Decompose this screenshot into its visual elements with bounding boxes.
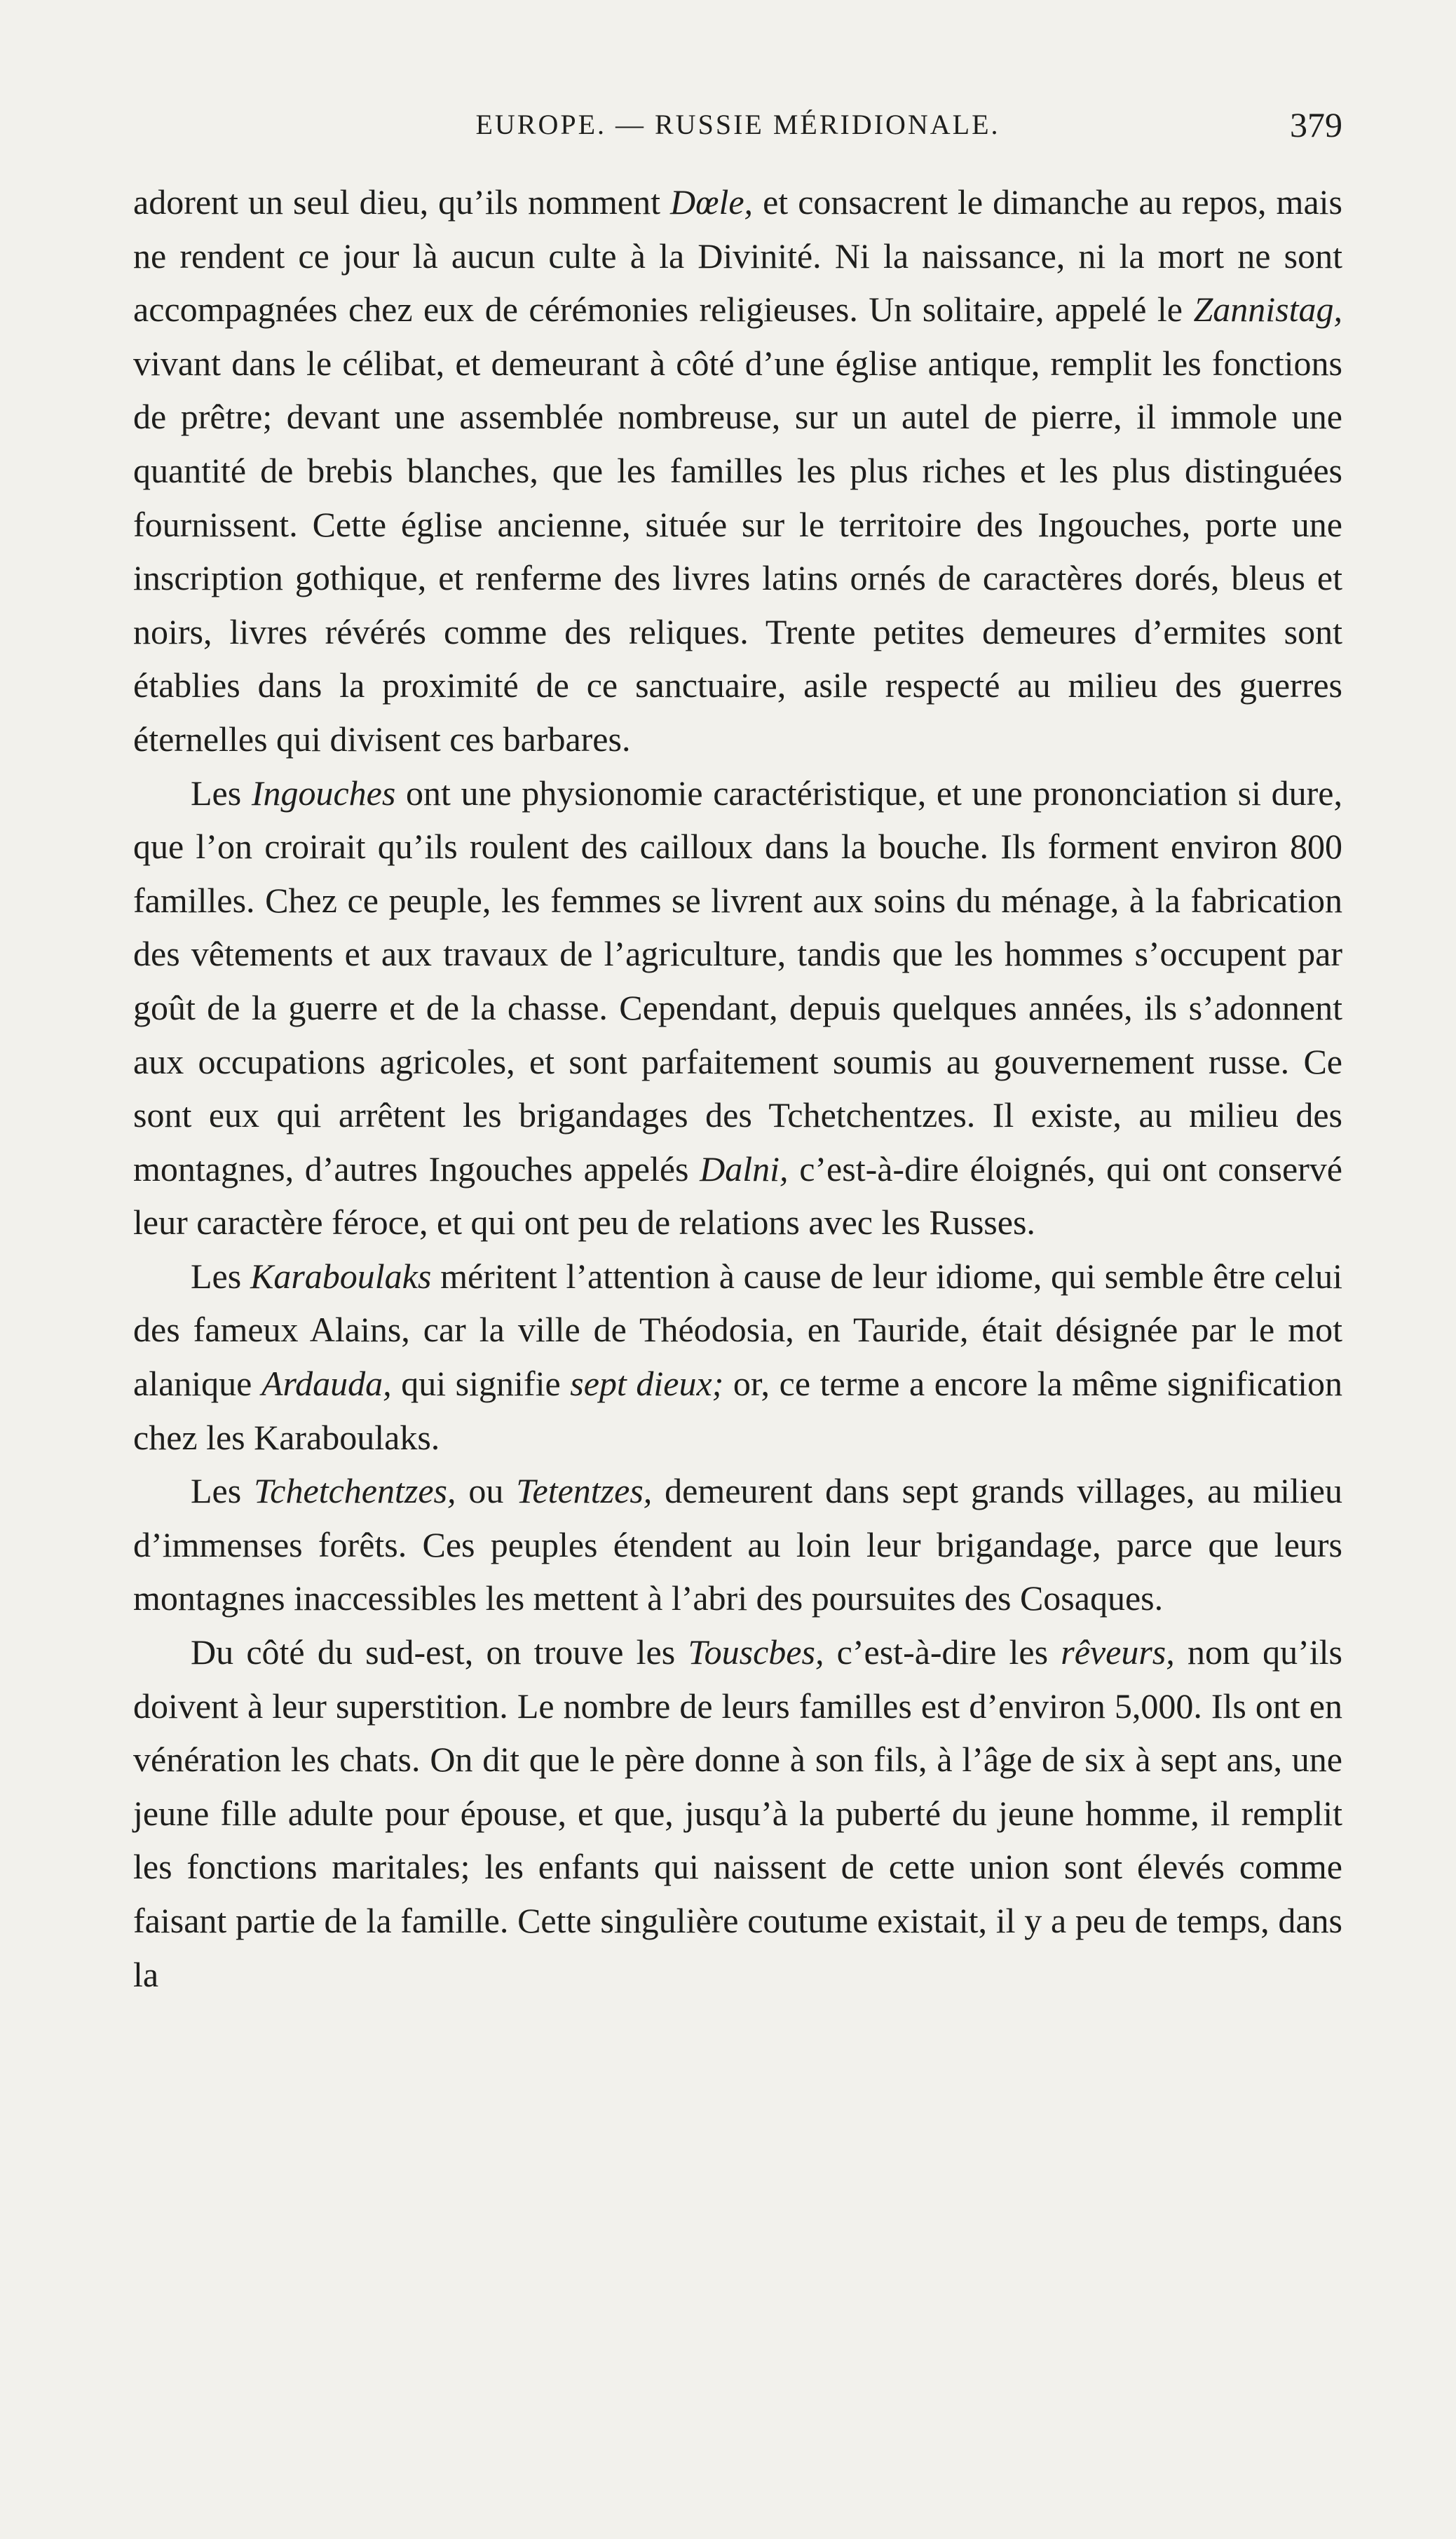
text-run: vivant dans le célibat, et demeurant à côté d’une église antique, remplit les fonctions de prêtre; devant une assemblée nombreuse, sur un autel de pierre, il immole une quantité de brebis blanches, que les familles les plus riches et les plus distinguées fournissent. Cette église ancienne, située sur le territoire des Ingouches, porte une inscription gothique, et renferme des livres latins ornés de caractères dorés, bleus et noirs, livres révérés comme des reliques. Trente petites demeures d’ermites sont établies dans la proximité de ce sanctuaire, asile respecté au milieu des guerres éternelles qui divisent ces barbares. [133, 343, 1342, 759]
italic-term: Dœle, [670, 182, 754, 222]
italic-term: Touscbes, [688, 1632, 824, 1672]
text-run: or, ce terme a encore la même signification chez les Karaboulaks. [133, 1364, 1342, 1457]
text-run: c’est-à-dire les [824, 1632, 1061, 1672]
text-run: demeurent dans sept grands villages, au milieu d’immenses forêts. Ces peuples étendent au loin leur brigandage, parce que leurs montagnes inaccessibles les mettent à l’abri des poursuites des Cosaques. [133, 1471, 1342, 1618]
text-run: Du côté du sud-est, on trouve les [191, 1632, 688, 1672]
running-title: EUROPE. — RUSSIE MÉRIDIONALE. [475, 109, 1000, 140]
italic-term: Dalni, [700, 1149, 789, 1189]
text-run: ont une physionomie caractéristique, et une prononciation si dure, que l’on croirait qu’ils roulent des cailloux dans la bouche. Ils forment environ 800 familles. Chez ce peuple, les femmes se livrent aux soins du ménage, à la fabrication des vêtements et aux travaux de l’agriculture, tandis que les hommes s’occupent par goût de la guerre et de la chasse. Cependant, depuis quelques années, ils s’adonnent aux occupations agricoles, et sont parfaitement soumis au gouvernement russe. Ce sont eux qui arrêtent les brigandages des Tchetchentzes. Il existe, au milieu des montagnes, d’autres Ingouches appelés [133, 773, 1342, 1189]
text-run: et consacrent le dimanche au repos, mais ne rendent ce jour là aucun culte à la Divinité. Ni la naissance, ni la mort ne sont accompagnées chez eux de cérémonies religieuses. Un solitaire, appelé le [133, 182, 1342, 330]
italic-term: Karaboulaks [250, 1256, 432, 1296]
text-run: adorent un seul dieu, qu’ils nomment [133, 182, 670, 222]
italic-term: rêveurs, [1061, 1632, 1175, 1672]
text-run: ou [456, 1471, 517, 1511]
paragraph [133, 175, 1342, 766]
italic-term: Tetentzes, [516, 1471, 653, 1511]
italic-term: Ardauda, [261, 1364, 392, 1404]
running-head [133, 104, 1342, 146]
paragraph [133, 1625, 1342, 2001]
text-run: Les [191, 773, 252, 813]
page-number: 379 [1290, 105, 1342, 144]
body-text [133, 175, 1342, 2001]
text-run: c’est-à-dire éloignés, qui ont conservé leur caractère féroce, et qui ont peu de relations avec les Russes. [133, 1149, 1342, 1243]
text-run: Les [191, 1471, 254, 1511]
italic-term: Zannistag, [1193, 290, 1342, 330]
paragraph [133, 1464, 1342, 1625]
text-run: méritent l’attention à cause de leur idiome, qui semble être celui des fameux Alains, car la ville de Théodosia, en Tauride, était désignée par le mot alanique [133, 1256, 1342, 1404]
text-run: Les [191, 1256, 250, 1296]
italic-term: sept dieux; [570, 1364, 724, 1404]
paragraph [133, 1250, 1342, 1464]
italic-term: Tchetchentzes, [254, 1471, 456, 1511]
italic-term: Ingouches [251, 773, 396, 813]
text-run: nom qu’ils doivent à leur superstition. Le nombre de leurs familles est d’environ 5,000. Ils ont en vénération les chats. On dit que le père donne à son fils, à l’âge de six à sept ans, une jeune fille adulte pour épouse, et que, jusqu’à la puberté du jeune homme, il remplit les fonctions maritales; les enfants qui naissent de cette union sont élevés comme faisant partie de la famille. Cette singulière coutume existait, il y a peu de temps, dans la [133, 1632, 1342, 1994]
text-run: qui signifie [391, 1364, 571, 1404]
paragraph [133, 766, 1342, 1250]
